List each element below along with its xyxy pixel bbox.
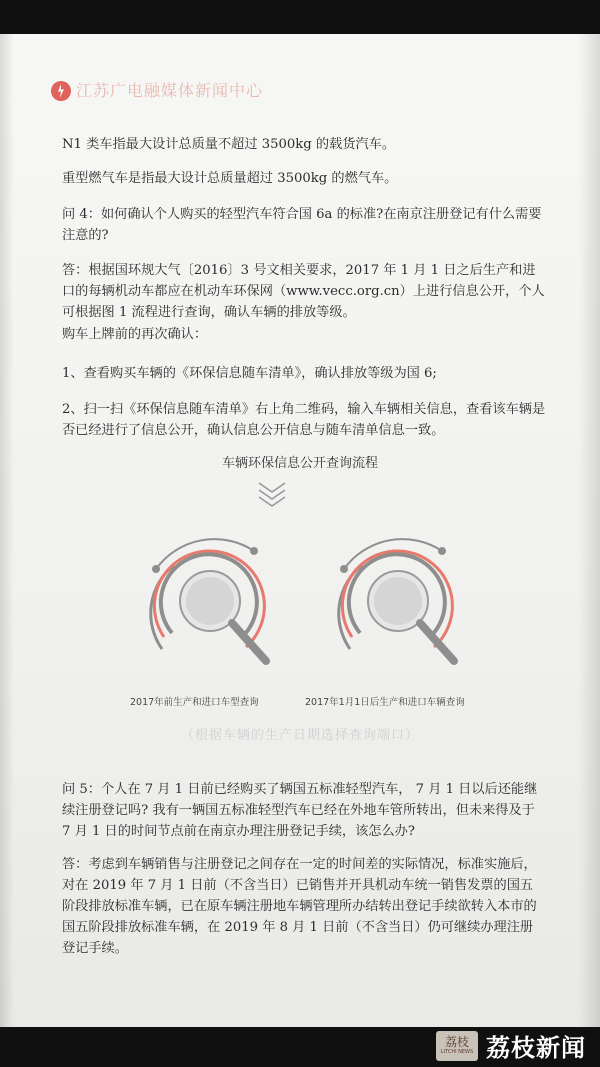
answer-4: 答：根据国环规大气〔2016〕3 号文相关要求，2017 年 1 月 1 日之后生产和进口的每辆机动车都应在机动车环保网（www.vecc.org.cn）上进行信息公开，个人可根据图 1 流程进行查询，确认车辆的排放等级。 xyxy=(62,263,545,320)
chevron-down-icon xyxy=(255,480,289,510)
caption-before-2017: 2017年前生产和进口车型查询 xyxy=(130,697,259,708)
magnifier-query-icon-left xyxy=(134,529,284,679)
paragraph-n1-definition: N1 类车指最大设计总质量不超过 3500kg 的载货汽车。 xyxy=(62,137,396,152)
litchi-news-watermark xyxy=(436,1028,586,1063)
recheck-heading: 购车上牌前的再次确认： xyxy=(62,327,208,342)
caption-note: （根据车辆的生产日期选择查询端口） xyxy=(180,728,419,743)
org-name: 江苏广电融媒体新闻中心 xyxy=(76,81,264,100)
question-4: 问 4：如何确认个人购买的轻型汽车符合国 6a 的标准?在南京注册登记有什么需要注意的? xyxy=(62,207,542,243)
caption-after-2017: 2017年1月1日后生产和进口车辆查询 xyxy=(305,697,465,708)
logo-mark-en: LITCHI NEWS xyxy=(440,1049,474,1055)
org-logo-icon xyxy=(50,80,72,102)
page-shadow-right xyxy=(578,34,600,1027)
flow-title: 车辆环保信息公开查询流程 xyxy=(221,456,378,471)
recheck-step-2: 2、扫一扫《环保信息随车清单》右上角二维码，输入车辆相关信息，查看该车辆是否已经进行了信息公开，确认信息公开信息与随车清单信息一致。 xyxy=(62,402,546,438)
document-page xyxy=(0,34,600,1027)
answer-5: 答：考虑到车辆销售与注册登记之间存在一定的时间差的实际情况，标准实施后，对在 2019 年 7 月 1 日前（不含当日）已销售并开具机动车统一销售发票的国五阶段排放标准车辆，已在原车辆注册地车辆管理所办结转出登记手续欲转入本市的国五阶段排放标准车辆，在 2019 年 8 月 1 日前（不含当日）仍可继续办理注册登记手续。 xyxy=(62,857,537,956)
magnifier-query-icon-right xyxy=(322,529,472,679)
page-shadow-left xyxy=(0,34,14,1027)
recheck-step-1: 1、查看购买车辆的《环保信息随车清单》，确认排放等级为国 6; xyxy=(62,366,437,381)
brand-name: 荔枝新闻 xyxy=(486,1034,586,1062)
paragraph-heavy-gas-definition: 重型燃气车是指最大设计总质量超过 3500kg 的燃气车。 xyxy=(62,171,398,186)
logo-mark-cn: 荔枝 xyxy=(444,1035,469,1049)
litchi-logo-icon xyxy=(436,1031,478,1061)
question-5: 问 5：个人在 7 月 1 日前已经购买了辆国五标准轻型汽车， 7 月 1 日以后还能继续注册登记吗? 我有一辆国五标准轻型汽车已经在外地车管所转出，但未来得及于 7 月 1 日的时间节点前在南京办理注册登记手续，该怎么办? xyxy=(62,782,538,839)
